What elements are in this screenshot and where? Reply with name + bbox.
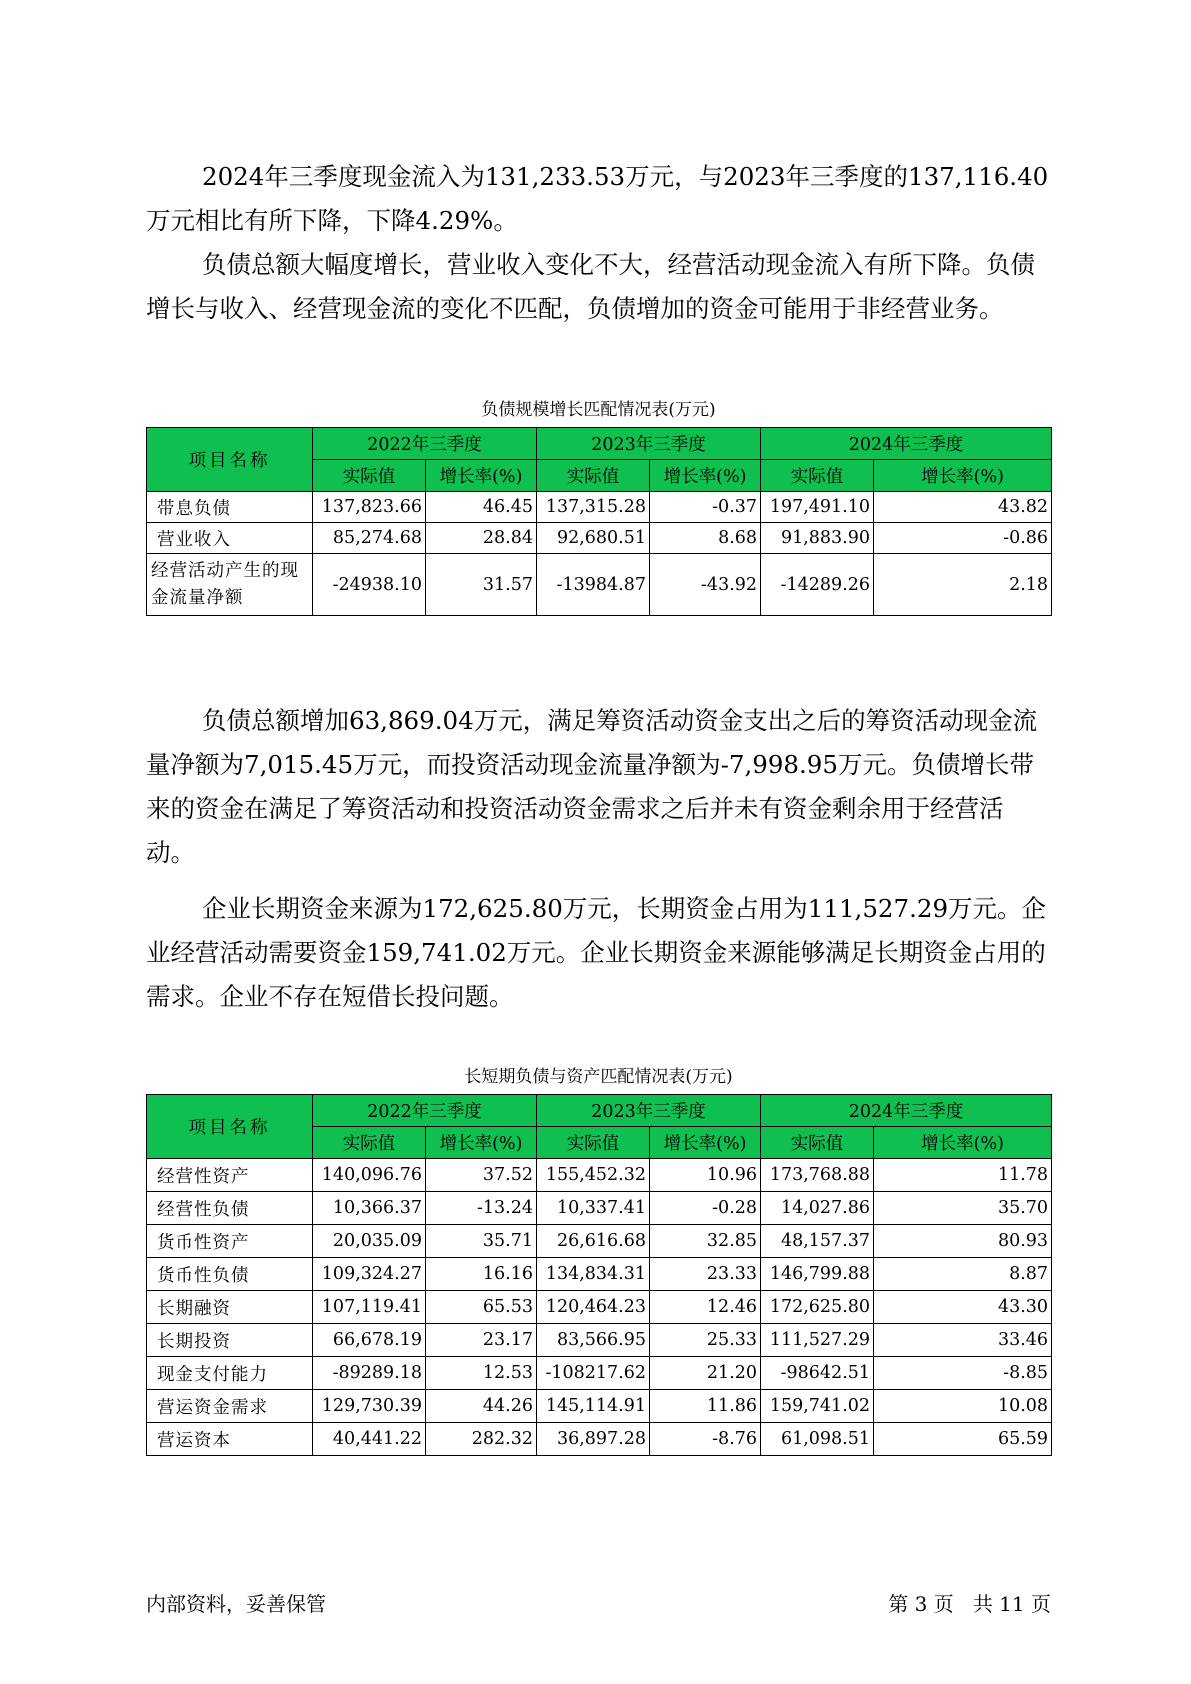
cell-value: 20,035.09 [313, 1225, 426, 1258]
cell-value: -89289.18 [313, 1357, 426, 1390]
table-header-row [147, 428, 1052, 460]
cell-value: 35.70 [874, 1192, 1052, 1225]
header-period: 2024年三季度 [761, 1095, 1052, 1127]
table-row [147, 1159, 1052, 1192]
cell-value: 44.26 [426, 1390, 537, 1423]
cell-value: 91,883.90 [761, 523, 874, 554]
cell-value: 43.30 [874, 1291, 1052, 1324]
cell-value: 146,799.88 [761, 1258, 874, 1291]
header-item-name: 项目名称 [147, 428, 313, 492]
table-row [147, 1324, 1052, 1357]
table-row [147, 1390, 1052, 1423]
table-row [147, 554, 1052, 616]
cell-value: 61,098.51 [761, 1423, 874, 1456]
header-period: 2024年三季度 [761, 428, 1052, 460]
cell-value: -8.85 [874, 1357, 1052, 1390]
cell-value: 11.86 [650, 1390, 761, 1423]
cell-value: 129,730.39 [313, 1390, 426, 1423]
header-item-name: 项目名称 [147, 1095, 313, 1159]
cell-value: -0.37 [650, 492, 761, 523]
cell-value: 16.16 [426, 1258, 537, 1291]
row-name: 经营性负债 [147, 1192, 313, 1225]
cell-value: -98642.51 [761, 1357, 874, 1390]
table-row [147, 1258, 1052, 1291]
cell-value: 111,527.29 [761, 1324, 874, 1357]
footer-page-number: 第 3 页 共 11 页 [888, 1592, 1051, 1616]
header-period: 2023年三季度 [537, 1095, 761, 1127]
row-name: 经营性资产 [147, 1159, 313, 1192]
cell-value: 10.96 [650, 1159, 761, 1192]
cell-value: 48,157.37 [761, 1225, 874, 1258]
header-actual: 实际值 [313, 460, 426, 492]
cell-value: 137,315.28 [537, 492, 650, 523]
cell-value: 23.33 [650, 1258, 761, 1291]
cell-value: 35.71 [426, 1225, 537, 1258]
cell-value: -13.24 [426, 1192, 537, 1225]
table-row [147, 492, 1052, 523]
cell-value: 25.33 [650, 1324, 761, 1357]
cell-value: 80.93 [874, 1225, 1052, 1258]
header-growth: 增长率(%) [650, 460, 761, 492]
cell-value: -0.28 [650, 1192, 761, 1225]
cell-value: 23.17 [426, 1324, 537, 1357]
debt-asset-match-table [146, 1094, 1052, 1456]
cell-value: 46.45 [426, 492, 537, 523]
paragraph-debt-increase: 负债总额增加63,869.04万元，满足筹资活动资金支出之后的筹资活动现金流量净额为7,015.45万元，而投资活动现金流量净额为-7,998.95万元。负债增长带来的资金在满足了筹资活动和投资活动资金需求之后并未有资金剩余用于经营活动。 [146, 706, 1038, 867]
header-growth: 增长率(%) [874, 460, 1052, 492]
cell-value: 107,119.41 [313, 1291, 426, 1324]
cell-value: -8.76 [650, 1423, 761, 1456]
header-actual: 实际值 [313, 1127, 426, 1159]
table2-caption: 长短期负债与资产匹配情况表(万元) [464, 1067, 733, 1087]
paragraph-debt-growth: 负债总额大幅度增长，营业收入变化不大，经营活动现金流入有所下降。负债增长与收入、经营现金流的变化不匹配，负债增加的资金可能用于非经营业务。 [146, 250, 1035, 323]
header-growth: 增长率(%) [650, 1127, 761, 1159]
header-actual: 实际值 [761, 460, 874, 492]
cell-value: 155,452.32 [537, 1159, 650, 1192]
cell-value: -24938.10 [313, 554, 426, 616]
cell-value: 137,823.66 [313, 492, 426, 523]
cell-value: 65.59 [874, 1423, 1052, 1456]
paragraph-cash-inflow: 2024年三季度现金流入为131,233.53万元，与2023年三季度的137,116.40万元相比有所下降，下降4.29%。 [146, 162, 1049, 235]
row-name: 营业收入 [147, 523, 313, 554]
row-name: 货币性负债 [147, 1258, 313, 1291]
header-period: 2022年三季度 [313, 1095, 537, 1127]
cell-value: 10,337.41 [537, 1192, 650, 1225]
cell-value: 43.82 [874, 492, 1052, 523]
cell-value: 120,464.23 [537, 1291, 650, 1324]
table1-caption: 负债规模增长匹配情况表(万元) [481, 400, 716, 420]
cell-value: 282.32 [426, 1423, 537, 1456]
cell-value: 2.18 [874, 554, 1052, 616]
cell-value: 12.53 [426, 1357, 537, 1390]
cell-value: 31.57 [426, 554, 537, 616]
cell-value: 83,566.95 [537, 1324, 650, 1357]
cell-value: -14289.26 [761, 554, 874, 616]
cell-value: 92,680.51 [537, 523, 650, 554]
table-row [147, 1357, 1052, 1390]
cell-value: 11.78 [874, 1159, 1052, 1192]
table-row [147, 1291, 1052, 1324]
cell-value: 159,741.02 [761, 1390, 874, 1423]
cell-value: -108217.62 [537, 1357, 650, 1390]
cell-value: 8.68 [650, 523, 761, 554]
cell-value: 140,096.76 [313, 1159, 426, 1192]
cell-value: 14,027.86 [761, 1192, 874, 1225]
cell-value: 28.84 [426, 523, 537, 554]
header-growth: 增长率(%) [426, 1127, 537, 1159]
cell-value: 172,625.80 [761, 1291, 874, 1324]
cell-value: 8.87 [874, 1258, 1052, 1291]
row-name: 营运资金需求 [147, 1390, 313, 1423]
row-name: 长期投资 [147, 1324, 313, 1357]
paragraph-long-term-funds: 企业长期资金来源为172,625.80万元，长期资金占用为111,527.29万元。企业经营活动需要资金159,741.02万元。企业长期资金来源能够满足长期资金占用的需求。企业不存在短借长投问题。 [146, 894, 1047, 1011]
cell-value: 109,324.27 [313, 1258, 426, 1291]
cell-value: 65.53 [426, 1291, 537, 1324]
cell-value: -13984.87 [537, 554, 650, 616]
cell-value: 145,114.91 [537, 1390, 650, 1423]
cell-value: 33.46 [874, 1324, 1052, 1357]
header-actual: 实际值 [761, 1127, 874, 1159]
row-name: 长期融资 [147, 1291, 313, 1324]
table-row [147, 1423, 1052, 1456]
cell-value: 21.20 [650, 1357, 761, 1390]
cell-value: -43.92 [650, 554, 761, 616]
table-row [147, 523, 1052, 554]
cell-value: 85,274.68 [313, 523, 426, 554]
cell-value: 66,678.19 [313, 1324, 426, 1357]
row-name: 货币性资产 [147, 1225, 313, 1258]
cell-value: 134,834.31 [537, 1258, 650, 1291]
header-period: 2023年三季度 [537, 428, 761, 460]
table-row [147, 1192, 1052, 1225]
cell-value: 173,768.88 [761, 1159, 874, 1192]
cell-value: 40,441.22 [313, 1423, 426, 1456]
cell-value: 12.46 [650, 1291, 761, 1324]
header-growth: 增长率(%) [426, 460, 537, 492]
cell-value: 37.52 [426, 1159, 537, 1192]
header-growth: 增长率(%) [874, 1127, 1052, 1159]
table-header-row [147, 1095, 1052, 1127]
cell-value: 10.08 [874, 1390, 1052, 1423]
row-name: 经营活动产生的现金流量净额 [147, 554, 313, 616]
cell-value: 10,366.37 [313, 1192, 426, 1225]
cell-value: 32.85 [650, 1225, 761, 1258]
cell-value: 26,616.68 [537, 1225, 650, 1258]
debt-scale-table [146, 427, 1052, 616]
footer-confidential-note: 内部资料，妥善保管 [146, 1592, 326, 1616]
header-actual: 实际值 [537, 460, 650, 492]
row-name: 现金支付能力 [147, 1357, 313, 1390]
table-row [147, 1225, 1052, 1258]
row-name: 营运资本 [147, 1423, 313, 1456]
cell-value: -0.86 [874, 523, 1052, 554]
header-actual: 实际值 [537, 1127, 650, 1159]
row-name: 带息负债 [147, 492, 313, 523]
cell-value: 197,491.10 [761, 492, 874, 523]
cell-value: 36,897.28 [537, 1423, 650, 1456]
header-period: 2022年三季度 [313, 428, 537, 460]
